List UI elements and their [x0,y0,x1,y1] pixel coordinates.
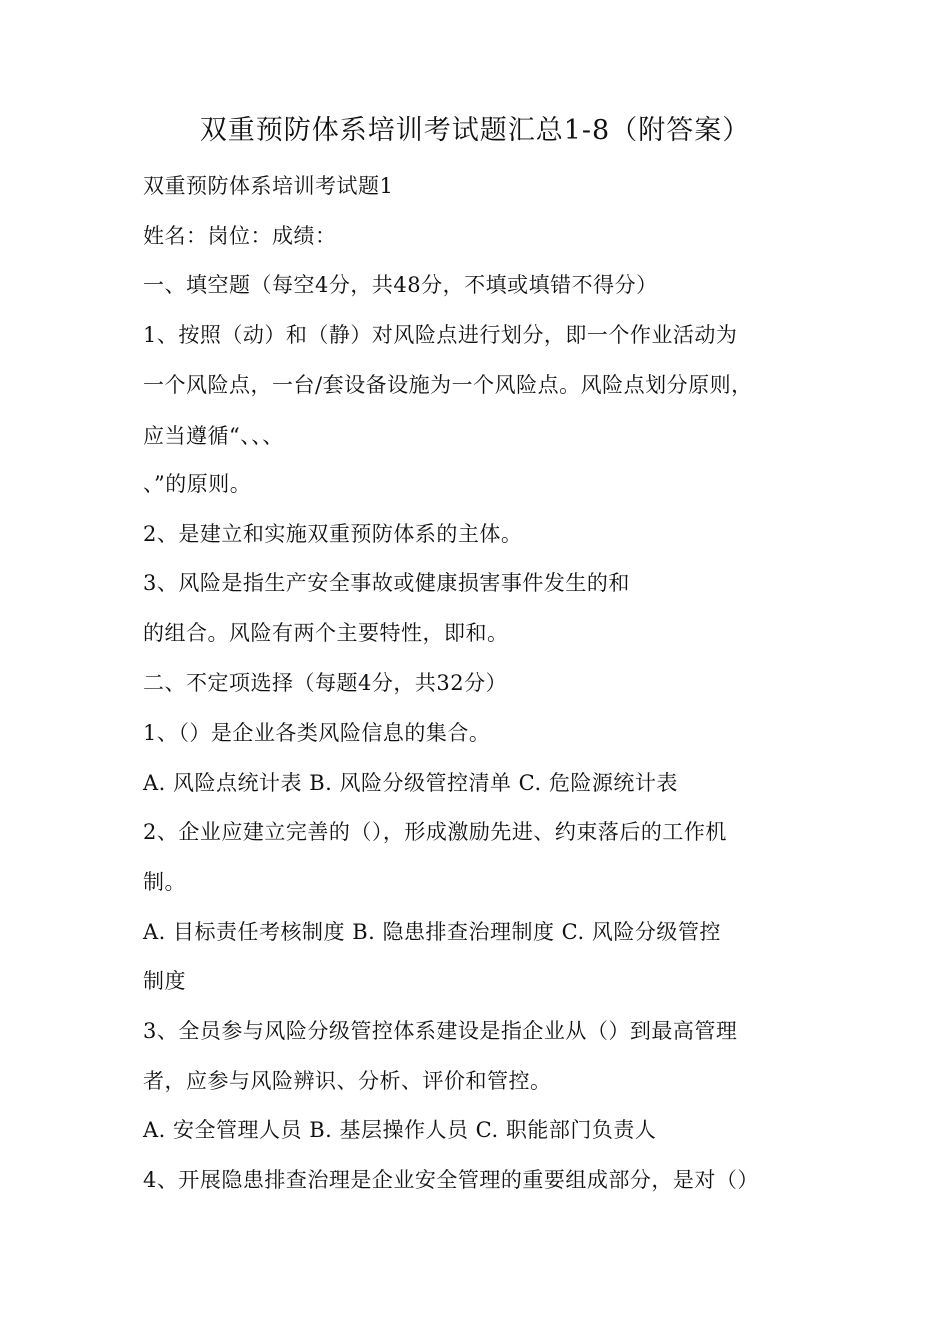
question-line: 1、（）是企业各类风险信息的集合。 [143,721,491,745]
paragraph-line: 的组合。风险有两个主要特性，即和。 [143,621,509,645]
document-title: 双重预防体系培训考试题汇总1-8（附答案） [199,115,751,146]
question-line: 3、全员参与风险分级管控体系建设是指企业从（）到最高管理 [143,1019,738,1043]
paragraph-line: 3、风险是指生产安全事故或健康损害事件发生的和 [143,571,630,595]
section-heading-multiple-choice: 二、不定项选择（每题4分，共32分） [143,671,508,695]
paragraph-line: 1、按照（动）和（静）对风险点进行划分，即一个作业活动为 [143,323,738,347]
paragraph-line: 一个风险点，一台/套设备设施为一个风险点。风险点划分原则， [143,373,753,397]
exam-subtitle: 双重预防体系培训考试题1 [143,174,394,198]
options-line: A. 目标责任考核制度 B. 隐患排查治理制度 C. 风险分级管控 [143,920,721,944]
options-line: A. 风险点统计表 B. 风险分级管控清单 C. 危险源统计表 [143,771,678,795]
section-heading-fill-blank: 一、填空题（每空4分，共48分，不填或填错不得分） [143,273,658,297]
candidate-info-line: 姓名：岗位：成绩： [143,224,337,248]
question-line: 2、企业应建立完善的（），形成激励先进、约束落后的工作机 [143,820,727,844]
question-line: 制。 [143,870,186,894]
paragraph-line: 应当遵循“、、、 [143,424,284,448]
paragraph-line: 、”的原则。 [143,472,252,496]
paragraph-line: 2、是建立和实施双重预防体系的主体。 [143,522,523,546]
question-line: 者，应参与风险辨识、分析、评价和管控。 [143,1069,552,1093]
question-line: 4、开展隐患排查治理是企业安全管理的重要组成部分，是对（） [143,1168,759,1192]
options-line: 制度 [143,969,186,993]
options-line: A. 安全管理人员 B. 基层操作人员 C. 职能部门负责人 [143,1118,657,1142]
